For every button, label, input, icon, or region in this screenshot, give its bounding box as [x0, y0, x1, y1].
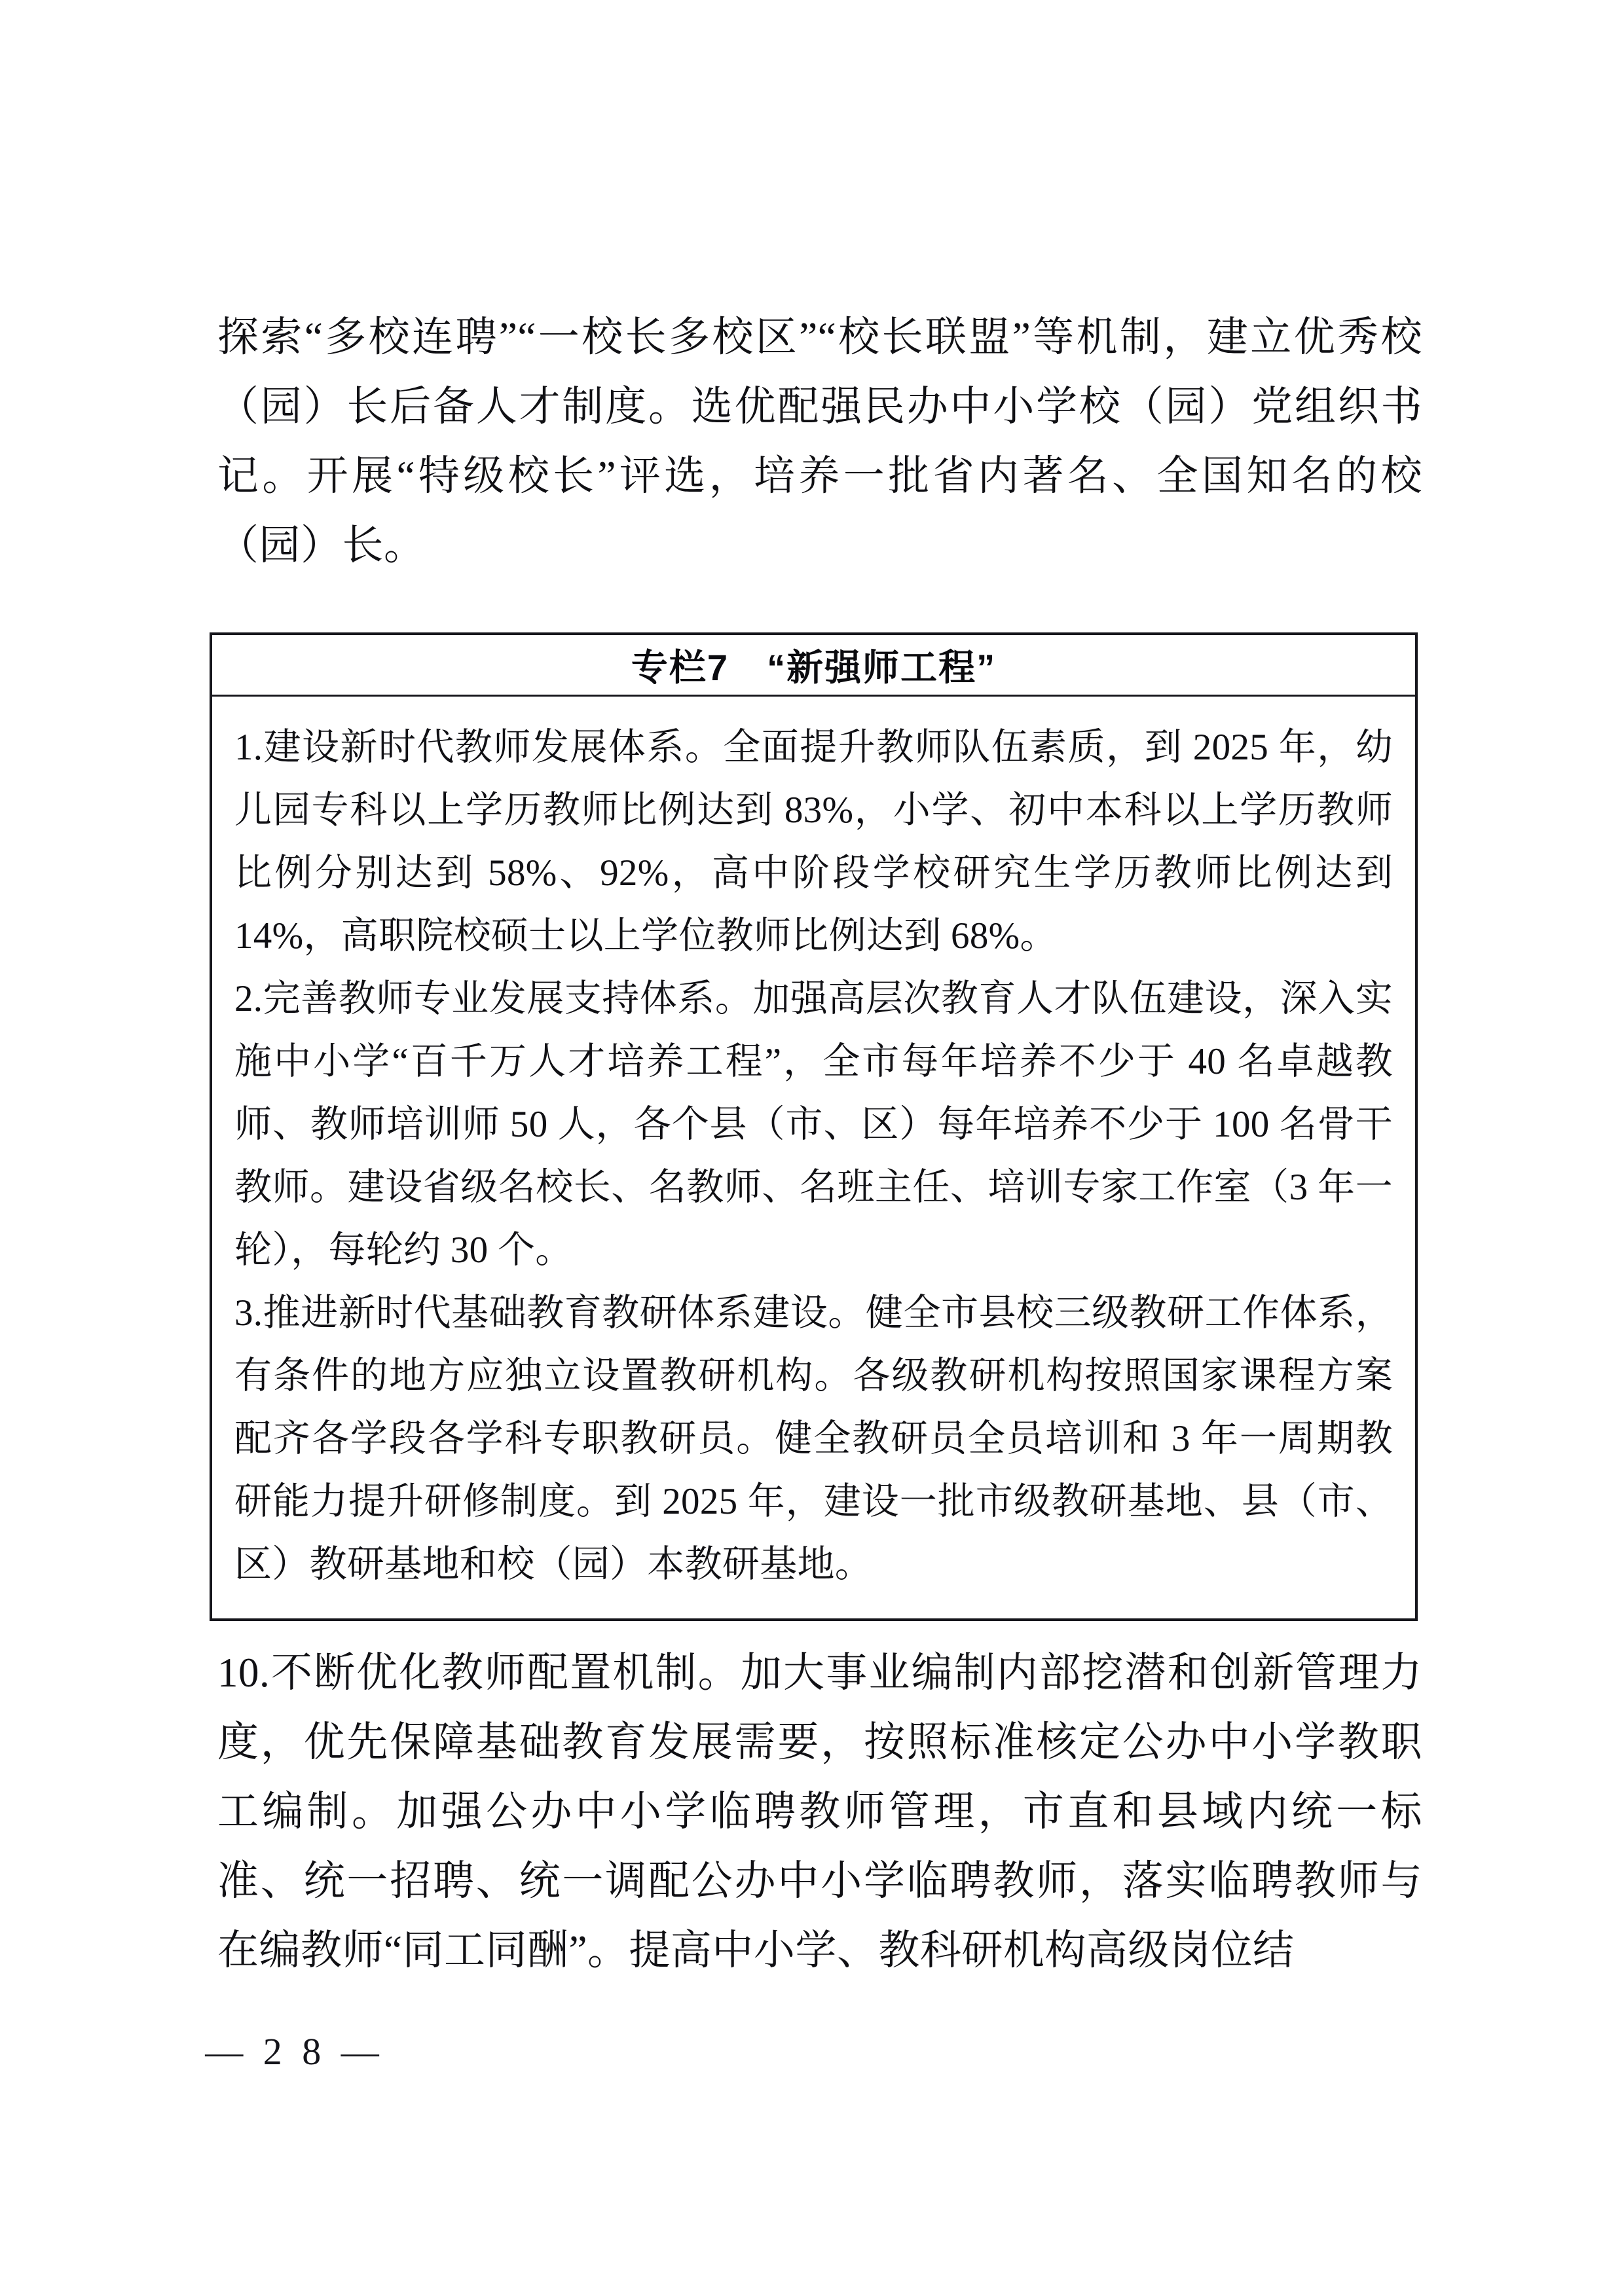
feature-box-header [212, 635, 1415, 697]
body-paragraph-top: 探索“多校连聘”“一校长多校区”“校长联盟”等机制，建立优秀校（园）长后备人才制度。选优配强民办中小学校（园）党组织书记。开展“特级校长”评选，培养一批省内著名、全国知名的校（园）长。 [217, 314, 1422, 568]
feature-box-item-3: 3.推进新时代基础教育教研体系建设。健全市县校三级教研工作体系，有条件的地方应独立设置教研机构。各级教研机构按照国家课程方案配齐各学段各学科专职教研员。健全教研员全员培训和 3 年一周期教研能力提升研修制度。到 2025 年，建设一批市级教研基地、县（市、区）教研基地和校（园）本教研基地。 [234, 1292, 1393, 1585]
feature-box-body [212, 697, 1415, 1618]
page-number: — 2 8 — [205, 2030, 384, 2073]
feature-box-item-2: 2.完善教师专业发展支持体系。加强高层次教育人才队伍建设，深入实施中小学“百千万人才培养工程”，全市每年培养不少于 40 名卓越教师、教师培训师 50 人，各个县（市、区）每年培养不少于 100 名骨干教师。建设省级名校长、名教师、名班主任、培训专家工作室（3 年一轮），每轮约 30 个。 [234, 978, 1393, 1271]
feature-box-title: 专栏7 “新强师工程” [631, 646, 997, 688]
body-paragraph-bottom-block [217, 1638, 1422, 1985]
feature-box-panel [210, 632, 1418, 1621]
body-paragraph-bottom: 10.不断优化教师配置机制。加大事业编制内部挖潜和创新管理力度，优先保障基础教育发展需要，按照标准核定公办中小学教职工编制。加强公办中小学临聘教师管理，市直和县域内统一标准、统一招聘、统一调配公办中小学临聘教师，落实临聘教师与在编教师“同工同酬”。提高中小学、教科研机构高级岗位结 [217, 1650, 1422, 1973]
body-paragraph-top-block [217, 302, 1422, 580]
feature-box-item-1: 1.建设新时代教师发展体系。全面提升教师队伍素质，到 2025 年，幼儿园专科以上学历教师比例达到 83%，小学、初中本科以上学历教师比例分别达到 58%、92%，高中阶段学校研究生学历教师比例达到 14%，高职院校硕士以上学位教师比例达到 68%。 [234, 727, 1393, 957]
